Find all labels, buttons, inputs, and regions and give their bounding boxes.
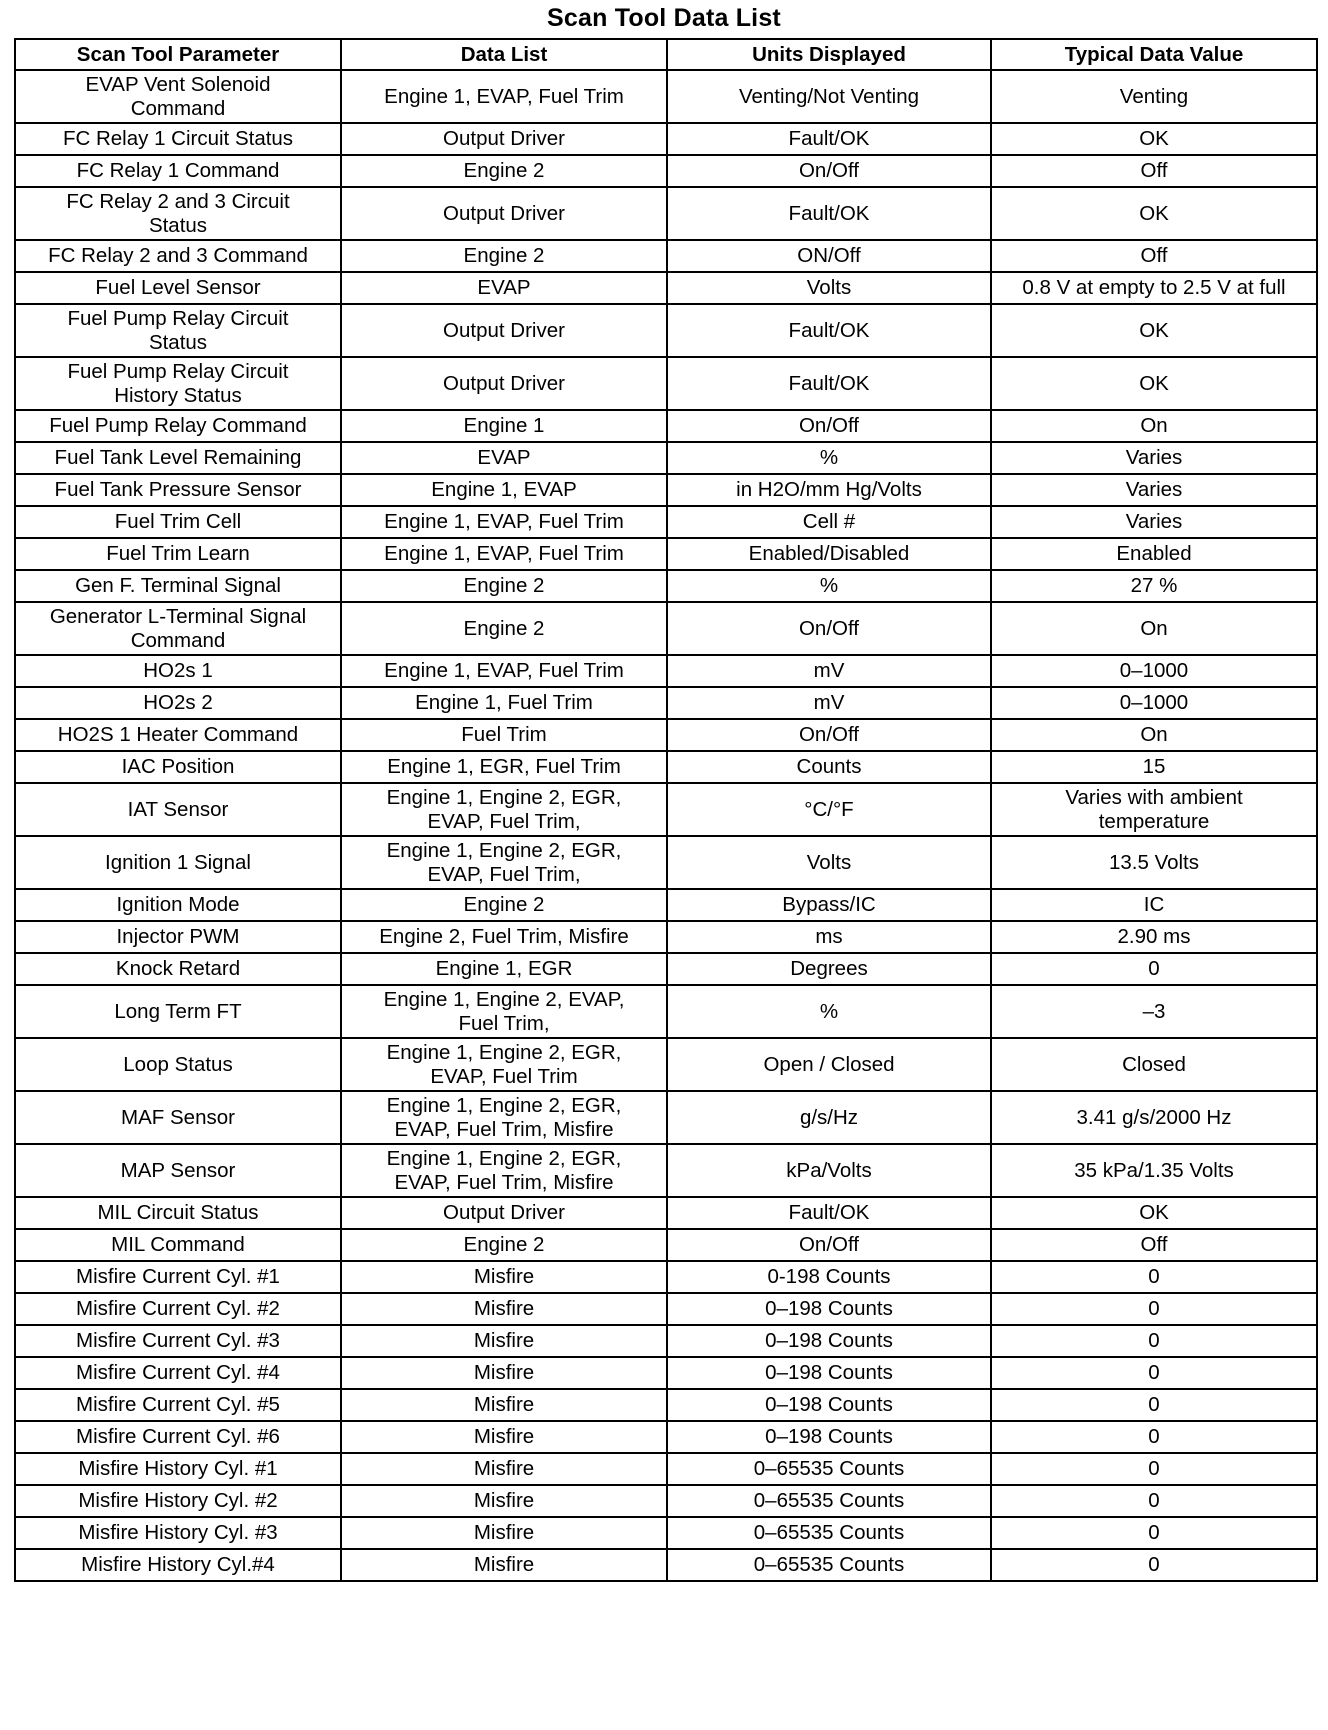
cell-typical-value: OK <box>991 1197 1317 1229</box>
cell-typical-value: 0 <box>991 1261 1317 1293</box>
table-row <box>15 1517 1317 1549</box>
cell-units: Fault/OK <box>667 187 991 240</box>
cell-parameter: Injector PWM <box>15 921 341 953</box>
cell-parameter: Misfire History Cyl. #3 <box>15 1517 341 1549</box>
table-row <box>15 783 1317 836</box>
cell-typical-value: 27 % <box>991 570 1317 602</box>
cell-typical-value: 0–1000 <box>991 655 1317 687</box>
cell-typical-value: 0 <box>991 1485 1317 1517</box>
cell-units: 0–198 Counts <box>667 1421 991 1453</box>
cell-parameter: Fuel Pump Relay Circuit History Status <box>15 357 341 410</box>
cell-parameter: Loop Status <box>15 1038 341 1091</box>
cell-units: Enabled/Disabled <box>667 538 991 570</box>
table-row <box>15 304 1317 357</box>
cell-data-list: Engine 2 <box>341 570 667 602</box>
cell-parameter: Long Term FT <box>15 985 341 1038</box>
cell-data-list: Misfire <box>341 1261 667 1293</box>
cell-data-list: Output Driver <box>341 357 667 410</box>
cell-data-list: Output Driver <box>341 187 667 240</box>
cell-units: Volts <box>667 836 991 889</box>
cell-parameter: EVAP Vent Solenoid Command <box>15 70 341 123</box>
cell-data-list: Misfire <box>341 1549 667 1581</box>
cell-parameter: Misfire Current Cyl. #2 <box>15 1293 341 1325</box>
cell-units: Volts <box>667 272 991 304</box>
cell-parameter: MAP Sensor <box>15 1144 341 1197</box>
cell-units: Fault/OK <box>667 304 991 357</box>
table-row <box>15 1389 1317 1421</box>
cell-units: g/s/Hz <box>667 1091 991 1144</box>
cell-typical-value: 3.41 g/s/2000 Hz <box>991 1091 1317 1144</box>
cell-data-list: Engine 1, Engine 2, EVAP, Fuel Trim, <box>341 985 667 1038</box>
cell-units: °C/°F <box>667 783 991 836</box>
cell-data-list: Engine 1, Engine 2, EGR, EVAP, Fuel Trim, Misfire <box>341 1091 667 1144</box>
cell-parameter: Fuel Tank Level Remaining <box>15 442 341 474</box>
cell-units: 0–65535 Counts <box>667 1517 991 1549</box>
column-header: Scan Tool Parameter <box>15 39 341 70</box>
cell-data-list: EVAP <box>341 442 667 474</box>
cell-typical-value: 0 <box>991 1453 1317 1485</box>
table-row <box>15 410 1317 442</box>
cell-typical-value: On <box>991 719 1317 751</box>
column-header: Units Displayed <box>667 39 991 70</box>
cell-parameter: Misfire History Cyl.#4 <box>15 1549 341 1581</box>
cell-typical-value: 35 kPa/1.35 Volts <box>991 1144 1317 1197</box>
cell-data-list: Output Driver <box>341 123 667 155</box>
table-row <box>15 1229 1317 1261</box>
cell-typical-value: 0 <box>991 1389 1317 1421</box>
cell-parameter: Misfire History Cyl. #2 <box>15 1485 341 1517</box>
table-row <box>15 357 1317 410</box>
cell-data-list: Engine 1, EVAP, Fuel Trim <box>341 506 667 538</box>
cell-units: Open / Closed <box>667 1038 991 1091</box>
cell-typical-value: IC <box>991 889 1317 921</box>
cell-units: Bypass/IC <box>667 889 991 921</box>
cell-typical-value: Enabled <box>991 538 1317 570</box>
cell-data-list: Engine 2 <box>341 1229 667 1261</box>
table-row <box>15 1453 1317 1485</box>
cell-data-list: Engine 1, EGR <box>341 953 667 985</box>
cell-data-list: Misfire <box>341 1421 667 1453</box>
cell-typical-value: On <box>991 410 1317 442</box>
cell-parameter: Knock Retard <box>15 953 341 985</box>
cell-parameter: HO2s 1 <box>15 655 341 687</box>
table-row <box>15 953 1317 985</box>
table-row <box>15 272 1317 304</box>
cell-parameter: Fuel Level Sensor <box>15 272 341 304</box>
table-row <box>15 1485 1317 1517</box>
cell-units: Cell # <box>667 506 991 538</box>
cell-parameter: Ignition 1 Signal <box>15 836 341 889</box>
table-row <box>15 836 1317 889</box>
cell-data-list: Misfire <box>341 1485 667 1517</box>
cell-units: kPa/Volts <box>667 1144 991 1197</box>
cell-parameter: MAF Sensor <box>15 1091 341 1144</box>
table-row <box>15 1357 1317 1389</box>
cell-parameter: FC Relay 1 Command <box>15 155 341 187</box>
table-row <box>15 889 1317 921</box>
cell-parameter: Misfire Current Cyl. #3 <box>15 1325 341 1357</box>
cell-units: 0–65535 Counts <box>667 1485 991 1517</box>
cell-units: On/Off <box>667 719 991 751</box>
table-row <box>15 1549 1317 1581</box>
table-row <box>15 751 1317 783</box>
cell-parameter: Fuel Trim Cell <box>15 506 341 538</box>
cell-typical-value: Closed <box>991 1038 1317 1091</box>
cell-units: 0–198 Counts <box>667 1325 991 1357</box>
cell-typical-value: 0.8 V at empty to 2.5 V at full <box>991 272 1317 304</box>
cell-typical-value: OK <box>991 123 1317 155</box>
cell-typical-value: 13.5 Volts <box>991 836 1317 889</box>
cell-units: 0–65535 Counts <box>667 1549 991 1581</box>
cell-parameter: Ignition Mode <box>15 889 341 921</box>
cell-typical-value: OK <box>991 304 1317 357</box>
cell-parameter: Misfire Current Cyl. #1 <box>15 1261 341 1293</box>
table-row <box>15 70 1317 123</box>
table-row <box>15 1038 1317 1091</box>
table-row <box>15 1197 1317 1229</box>
cell-typical-value: OK <box>991 187 1317 240</box>
cell-typical-value: Off <box>991 155 1317 187</box>
cell-parameter: IAT Sensor <box>15 783 341 836</box>
cell-data-list: Engine 1, Engine 2, EGR, EVAP, Fuel Trim, Misfire <box>341 1144 667 1197</box>
cell-units: Fault/OK <box>667 1197 991 1229</box>
cell-typical-value: –3 <box>991 985 1317 1038</box>
cell-typical-value: 0 <box>991 1549 1317 1581</box>
cell-typical-value: 0–1000 <box>991 687 1317 719</box>
cell-parameter: Fuel Tank Pressure Sensor <box>15 474 341 506</box>
table-row <box>15 538 1317 570</box>
cell-units: Counts <box>667 751 991 783</box>
cell-data-list: EVAP <box>341 272 667 304</box>
cell-data-list: Engine 1, Fuel Trim <box>341 687 667 719</box>
table-row <box>15 687 1317 719</box>
table-row <box>15 155 1317 187</box>
column-header: Typical Data Value <box>991 39 1317 70</box>
cell-units: Fault/OK <box>667 357 991 410</box>
cell-data-list: Engine 1, Engine 2, EGR, EVAP, Fuel Trim, <box>341 836 667 889</box>
cell-typical-value: 0 <box>991 1357 1317 1389</box>
cell-typical-value: OK <box>991 357 1317 410</box>
cell-typical-value: Varies <box>991 474 1317 506</box>
table-row <box>15 1421 1317 1453</box>
cell-units: Fault/OK <box>667 123 991 155</box>
cell-units: On/Off <box>667 155 991 187</box>
cell-data-list: Misfire <box>341 1453 667 1485</box>
cell-units: mV <box>667 655 991 687</box>
table-row <box>15 474 1317 506</box>
cell-units: in H2O/mm Hg/Volts <box>667 474 991 506</box>
cell-data-list: Misfire <box>341 1389 667 1421</box>
cell-typical-value: Varies <box>991 442 1317 474</box>
cell-data-list: Engine 1 <box>341 410 667 442</box>
cell-data-list: Engine 2 <box>341 240 667 272</box>
cell-data-list: Engine 1, EGR, Fuel Trim <box>341 751 667 783</box>
cell-data-list: Engine 1, EVAP <box>341 474 667 506</box>
table-row <box>15 123 1317 155</box>
cell-parameter: MIL Command <box>15 1229 341 1261</box>
cell-data-list: Misfire <box>341 1517 667 1549</box>
cell-units: On/Off <box>667 602 991 655</box>
cell-data-list: Output Driver <box>341 304 667 357</box>
cell-data-list: Engine 1, Engine 2, EGR, EVAP, Fuel Trim, <box>341 783 667 836</box>
cell-typical-value: Off <box>991 1229 1317 1261</box>
cell-data-list: Engine 2, Fuel Trim, Misfire <box>341 921 667 953</box>
table-row <box>15 1325 1317 1357</box>
table-row <box>15 1293 1317 1325</box>
cell-typical-value: Varies with ambient temperature <box>991 783 1317 836</box>
cell-data-list: Misfire <box>341 1293 667 1325</box>
cell-units: Venting/Not Venting <box>667 70 991 123</box>
cell-parameter: Misfire History Cyl. #1 <box>15 1453 341 1485</box>
table-row <box>15 442 1317 474</box>
table-row <box>15 602 1317 655</box>
cell-parameter: Fuel Trim Learn <box>15 538 341 570</box>
cell-units: 0–65535 Counts <box>667 1453 991 1485</box>
cell-typical-value: 0 <box>991 953 1317 985</box>
cell-typical-value: 0 <box>991 1421 1317 1453</box>
cell-typical-value: 0 <box>991 1293 1317 1325</box>
cell-units: 0–198 Counts <box>667 1389 991 1421</box>
cell-parameter: FC Relay 1 Circuit Status <box>15 123 341 155</box>
cell-units: % <box>667 985 991 1038</box>
cell-units: % <box>667 442 991 474</box>
cell-units: ON/Off <box>667 240 991 272</box>
cell-units: On/Off <box>667 1229 991 1261</box>
scan-tool-data-table <box>14 38 1318 1582</box>
cell-parameter: FC Relay 2 and 3 Circuit Status <box>15 187 341 240</box>
cell-units: mV <box>667 687 991 719</box>
table-row <box>15 655 1317 687</box>
table-row <box>15 570 1317 602</box>
cell-parameter: Misfire Current Cyl. #5 <box>15 1389 341 1421</box>
header-row <box>15 39 1317 70</box>
cell-data-list: Engine 1, EVAP, Fuel Trim <box>341 70 667 123</box>
cell-units: 0–198 Counts <box>667 1293 991 1325</box>
table-row <box>15 506 1317 538</box>
cell-units: 0–198 Counts <box>667 1357 991 1389</box>
cell-parameter: Misfire Current Cyl. #6 <box>15 1421 341 1453</box>
table-row <box>15 719 1317 751</box>
table-row <box>15 985 1317 1038</box>
table-row <box>15 921 1317 953</box>
cell-data-list: Misfire <box>341 1325 667 1357</box>
cell-typical-value: 0 <box>991 1517 1317 1549</box>
cell-typical-value: Varies <box>991 506 1317 538</box>
cell-parameter: Fuel Pump Relay Command <box>15 410 341 442</box>
cell-typical-value: 2.90 ms <box>991 921 1317 953</box>
cell-typical-value: Venting <box>991 70 1317 123</box>
table-row <box>15 1261 1317 1293</box>
cell-data-list: Engine 2 <box>341 155 667 187</box>
table-row <box>15 240 1317 272</box>
cell-data-list: Engine 2 <box>341 602 667 655</box>
cell-parameter: IAC Position <box>15 751 341 783</box>
cell-parameter: MIL Circuit Status <box>15 1197 341 1229</box>
cell-data-list: Engine 2 <box>341 889 667 921</box>
cell-typical-value: On <box>991 602 1317 655</box>
cell-units: ms <box>667 921 991 953</box>
cell-data-list: Fuel Trim <box>341 719 667 751</box>
cell-units: Degrees <box>667 953 991 985</box>
table-row <box>15 1144 1317 1197</box>
cell-parameter: Generator L-Terminal Signal Command <box>15 602 341 655</box>
cell-parameter: HO2S 1 Heater Command <box>15 719 341 751</box>
cell-units: % <box>667 570 991 602</box>
column-header: Data List <box>341 39 667 70</box>
cell-data-list: Engine 1, EVAP, Fuel Trim <box>341 655 667 687</box>
cell-parameter: Fuel Pump Relay Circuit Status <box>15 304 341 357</box>
cell-parameter: FC Relay 2 and 3 Command <box>15 240 341 272</box>
cell-typical-value: 15 <box>991 751 1317 783</box>
cell-data-list: Engine 1, Engine 2, EGR, EVAP, Fuel Trim <box>341 1038 667 1091</box>
cell-typical-value: Off <box>991 240 1317 272</box>
table-row <box>15 1091 1317 1144</box>
table-row <box>15 187 1317 240</box>
cell-data-list: Misfire <box>341 1357 667 1389</box>
cell-parameter: HO2s 2 <box>15 687 341 719</box>
cell-data-list: Engine 1, EVAP, Fuel Trim <box>341 538 667 570</box>
cell-data-list: Output Driver <box>341 1197 667 1229</box>
cell-parameter: Gen F. Terminal Signal <box>15 570 341 602</box>
cell-units: 0-198 Counts <box>667 1261 991 1293</box>
cell-typical-value: 0 <box>991 1325 1317 1357</box>
cell-parameter: Misfire Current Cyl. #4 <box>15 1357 341 1389</box>
page-title: Scan Tool Data List <box>547 4 781 32</box>
cell-units: On/Off <box>667 410 991 442</box>
table-body <box>15 70 1317 1581</box>
